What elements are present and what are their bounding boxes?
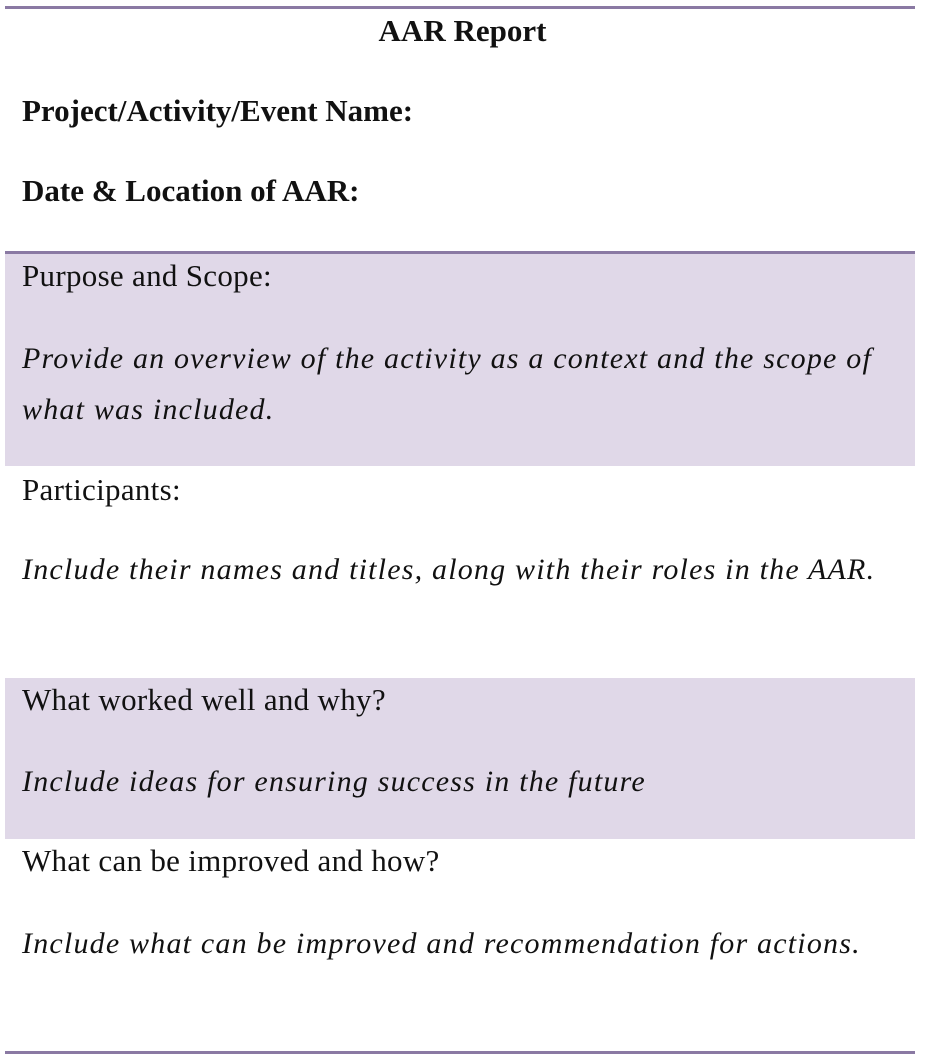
section-heading: Purpose and Scope: (22, 258, 272, 293)
section-participants (5, 466, 915, 678)
section-heading: What can be improved and how? (22, 843, 440, 878)
section-heading: What worked well and why? (22, 682, 386, 717)
top-rule (5, 6, 915, 9)
section-what-can-be-improved (5, 839, 915, 1051)
section-what-worked-well (5, 678, 915, 839)
section-heading: Participants: (22, 472, 181, 507)
section-description: Include what can be improved and recommendation for actions. (22, 927, 861, 960)
report-title: AAR Report (378, 13, 547, 48)
section-description: Include their names and titles, along with their roles in the AAR. (22, 553, 876, 586)
date-location-label: Date & Location of AAR: (22, 173, 360, 208)
bottom-rule (5, 1051, 915, 1054)
section-description: Provide an overview of the activity as a context and the scope of what was included. (22, 342, 872, 426)
section-purpose-scope (5, 254, 915, 466)
section-description: Include ideas for ensuring success in the future (22, 765, 646, 798)
project-name-label: Project/Activity/Event Name: (22, 93, 414, 128)
